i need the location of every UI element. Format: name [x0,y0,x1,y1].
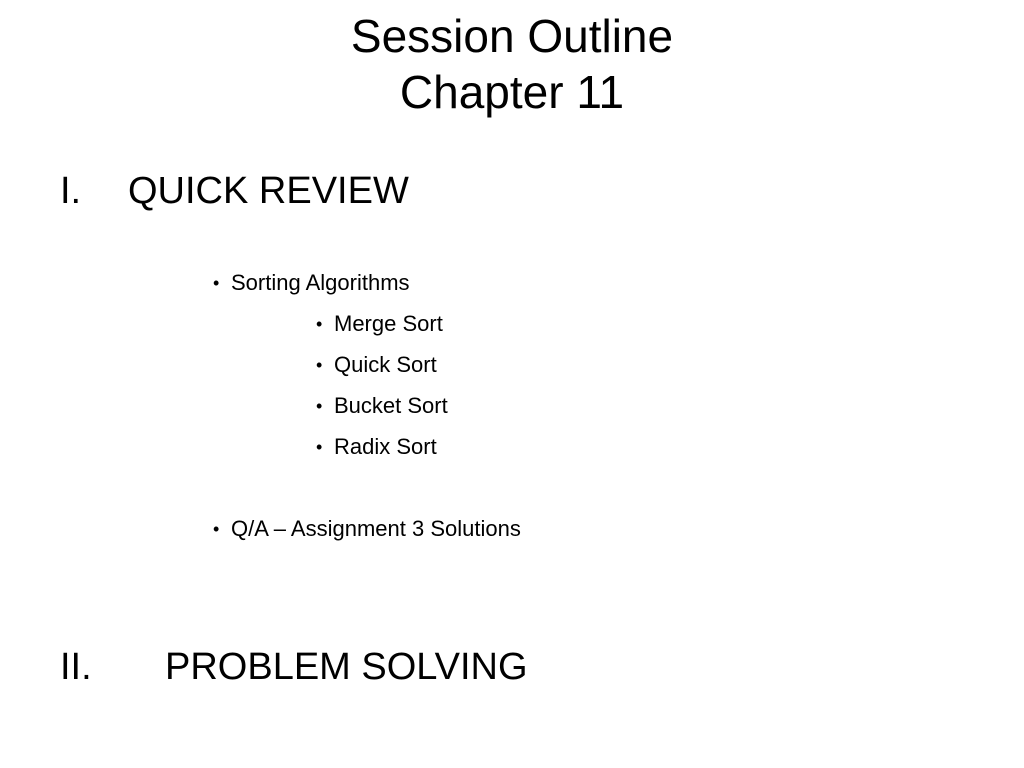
sub-bullet-merge-sort [316,309,443,339]
title-line-chapter: Chapter 11 [399,66,625,118]
section-numeral: II. [60,646,92,688]
sub-bullet-quick-sort [316,350,437,380]
bullet-text: Bucket Sort [334,393,448,418]
bullet-dot: • [213,273,220,293]
bullet-text: Quick Sort [334,352,437,377]
bullet-text: Radix Sort [334,434,437,459]
sub-bullet-radix-sort [316,432,437,462]
sub-bullet-bucket-sort [316,391,448,421]
bullet-sorting-algorithms [213,268,410,298]
bullet-text: Sorting Algorithms [231,270,410,295]
section-numeral: I. [60,170,82,212]
bullet-qa-assignment [213,514,521,544]
slide-title [0,8,1024,120]
title-line-session-outline: Session Outline [350,10,674,62]
bullet-dot: • [316,355,323,375]
bullet-dot: • [316,437,323,457]
bullet-text: Q/A – Assignment 3 Solutions [231,516,521,541]
bullet-dot: • [213,519,220,539]
bullet-text: Merge Sort [334,311,443,336]
section-heading: QUICK REVIEW [128,170,409,212]
bullet-dot: • [316,314,323,334]
section-problem-solving [60,644,528,690]
bullet-dot: • [316,396,323,416]
section-heading: PROBLEM SOLVING [165,646,528,688]
section-quick-review [60,168,409,214]
